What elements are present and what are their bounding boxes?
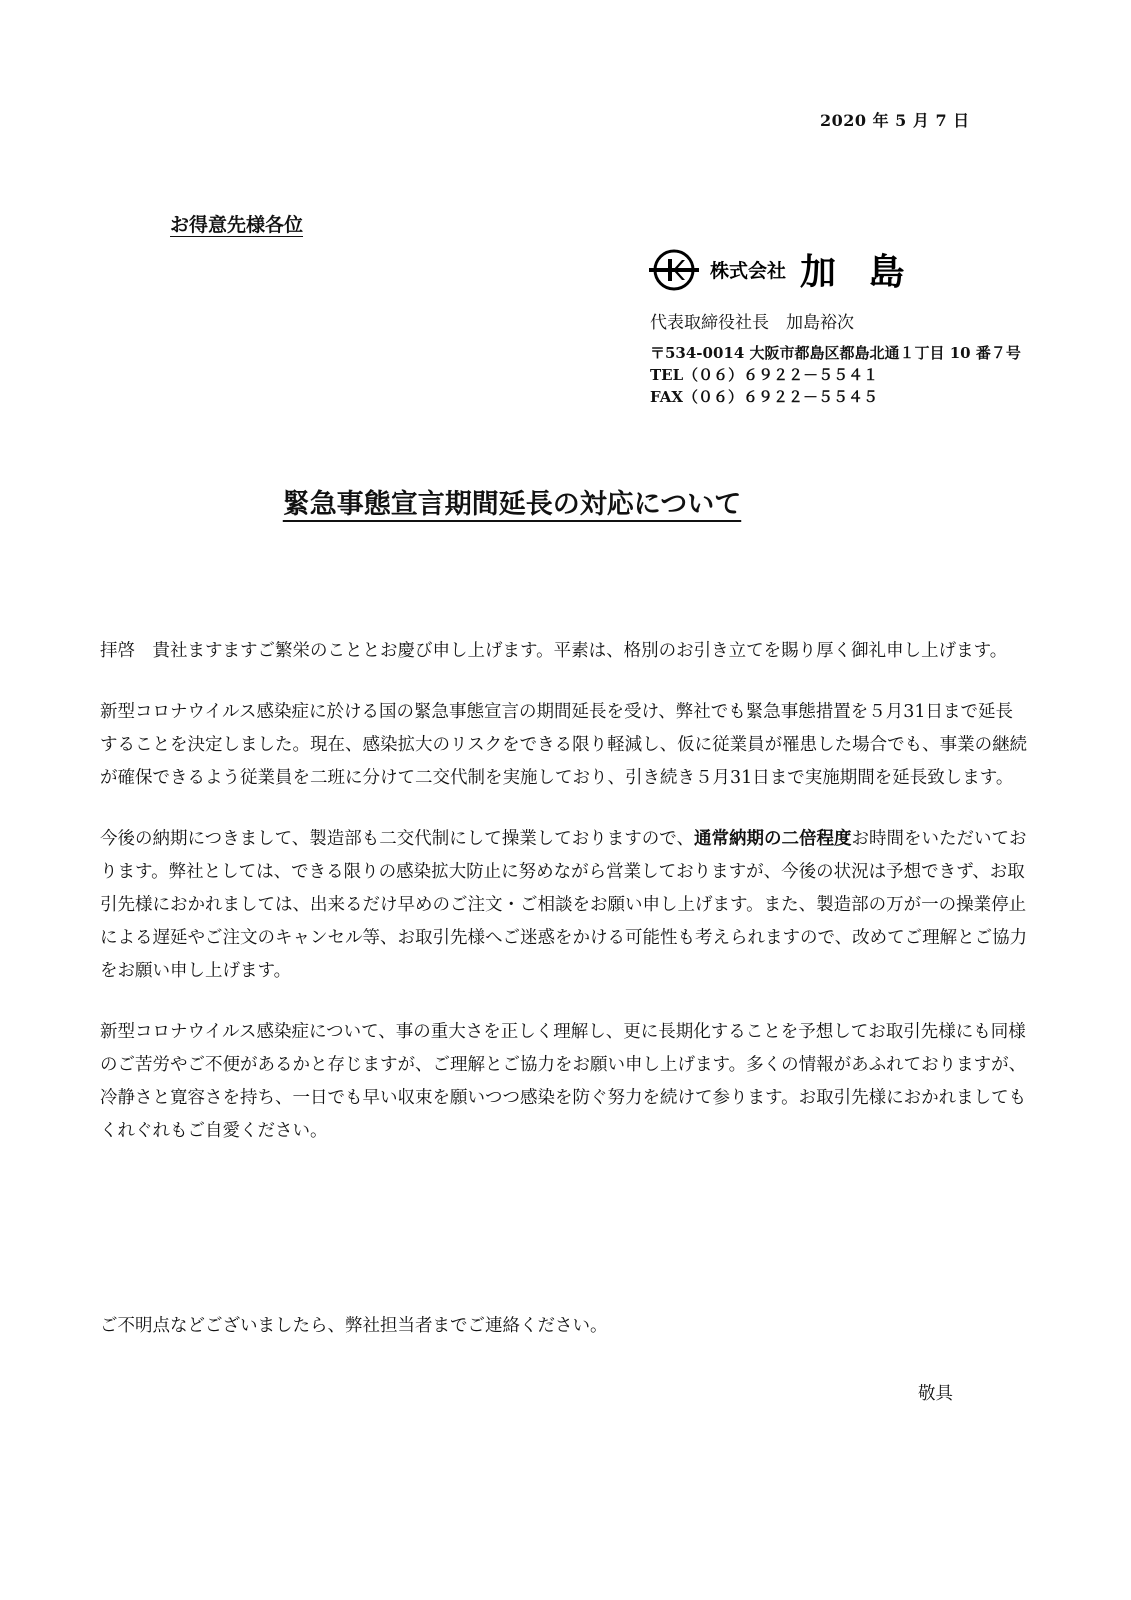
paragraph-closing-remarks: 新型コロナウイルス感染症について、事の重大さを正しく理解し、更に長期化することを予想してお取引先様にも同様のご苦労やご不便があるかと存じますが、ご理解とご協力をお願い申し上げます。多くの情報があふれておりますが、冷静さと寛容さを持ち、一日でも早い収束を願いつつ感染を防ぐ努力を続けて参ります。お取引先様におかれましてもくれぐれもご自愛ください。 — [100, 1022, 1027, 1141]
sender-block — [650, 308, 1021, 408]
company-fax: FAX（０６）６９２２－５５４５ — [650, 388, 879, 406]
company-logo-mark-icon — [648, 248, 700, 292]
company-tel: TEL（０６）６９２２－５５４１ — [650, 366, 879, 384]
delivery-emphasis: 通常納期の二倍程度 — [693, 829, 852, 849]
delivery-text-after: お時間をいただいております。弊社としては、できる限りの感染拡大防止に努めながら営業しておりますが、今後の状況は予想できず、お取引先様におかれましては、出来るだけ早めのご注文・ご相談をお願い申し上げます。また、製造部の万が一の操業停止による遅延やご注文のキャンセル等、お取引先様へご迷惑をかける可能性も考えられますので、改めてご理解とご協力をお願い申し上げます。 — [100, 829, 1028, 981]
addressee: お得意先様各位 — [170, 214, 304, 236]
sign-off: 敬具 — [918, 1384, 953, 1404]
paragraph-greeting: 拝啓 貴社ますますご繁栄のこととお慶び申し上げます。平素は、格別のお引き立てを賜り厚く御礼申し上げます。 — [100, 641, 1008, 661]
paragraph-delivery — [100, 823, 1030, 988]
letter-body — [100, 635, 1030, 1176]
paragraph-extension: 新型コロナウイルス感染症に於ける国の緊急事態宣言の期間延長を受け、弊社でも緊急事態措置を５月31日まで延長することを決定しました。現在、感染拡大のリスクをできる限り軽減し、仮に従業員が罹患した場合でも、事業の継続が確保できるよう従業員を二班に分けて二交代制を実施しており、引き続き５月31日まで実施期間を延長致します。 — [100, 702, 1028, 788]
delivery-text-before: 今後の納期につきまして、製造部も二交代制にして操業しておりますので、 — [100, 829, 694, 849]
company-logo — [648, 244, 915, 295]
contact-note: ご不明点などございましたら、弊社担当者までご連絡ください。 — [100, 1316, 608, 1336]
document-title: 緊急事態宣言期間延長の対応について — [282, 489, 742, 520]
company-address: 〒534-0014 大阪市都島区都島北通１丁目 10 番７号 — [650, 344, 1021, 362]
letter-date: 2020 年 5 月 7 日 — [820, 111, 970, 130]
representative: 代表取締役社長 加島裕次 — [650, 313, 854, 333]
company-type: 株式会社 — [710, 260, 787, 282]
company-name: 加 島 — [800, 252, 915, 293]
